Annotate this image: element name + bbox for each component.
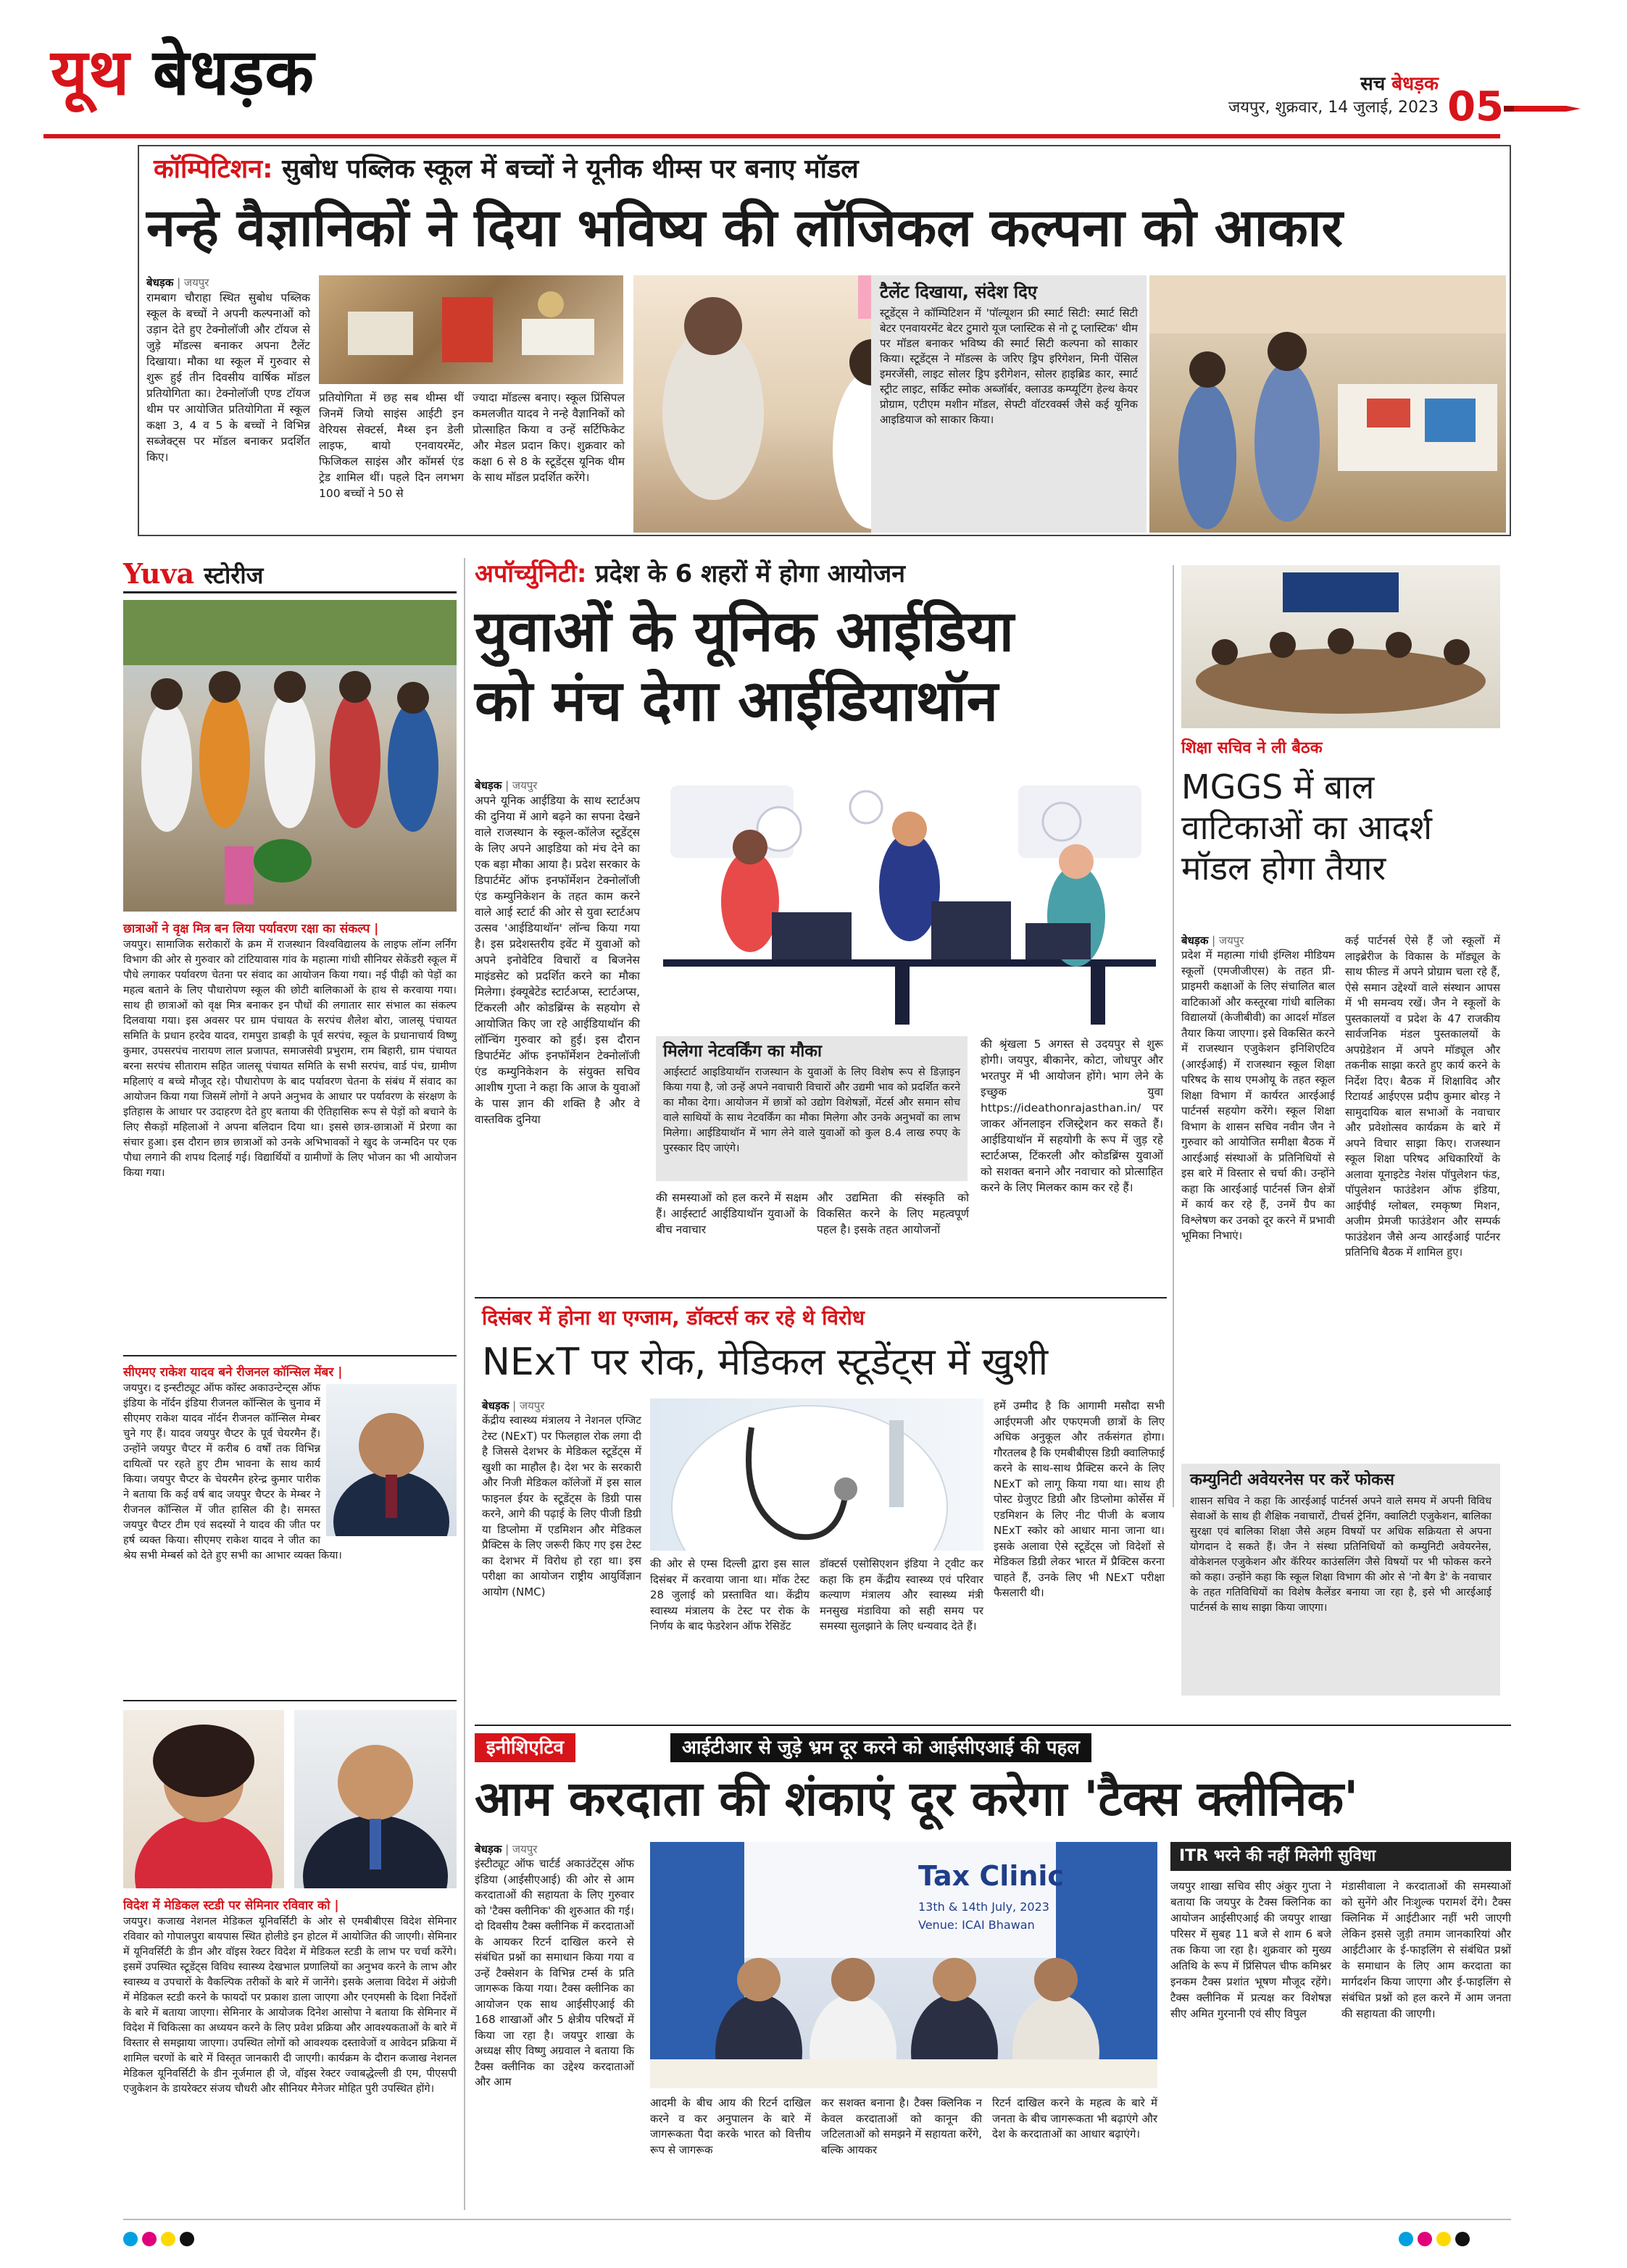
story3-column-1: बेधड़क | जयपुर प्रदेश में महात्मा गांधी इंग्लिश मीडियम स्कूलों (एमजीजीएस) के तहत प्री-प्राइमरी कक्षाओं के लिए संचालित बाल वाटिकाओं और कस्तूरबा गांधी बालिका विद्यालयों (केजीबीवी) का आदर्श मॉडल तैयार किया जाएगा। इसे विकसित करने में राजस्थान एजुकेशन इनिशिएटिव (आरईआई) में राजस्थान स्कूल शिक्षा परिषद के साथ एमओयू के तहत स्कूल शिक्षा विभाग में कार्यरत आरईआई पार्टनर्स सहयोग करेंगे। स्कूल शिक्षा विभाग के शासन सचिव नवीन जैन ने गुरुवार को आयोजित समीक्षा बैठक में आरईआई संस्थाओं के प्रतिनिधियों से इस बारे में विस्तार से चर्चा की। उन्होंने कहा कि आरईआई पार्टनर्स जिन क्षेत्रों में कार्य कर रहे हैं, उनमें ग्रैप का विश्लेषण कर उनको दूर करने में प्रभावी भूमिका निभाएं। <box>1181 934 1335 1242</box>
footer-rule <box>123 2219 1511 2220</box>
photo-review-meeting <box>1181 565 1500 728</box>
story3-kicker: शिक्षा सचिव ने ली बैठक <box>1181 739 1323 757</box>
box-itr-column-2: मंडासीवाला ने करदाताओं की समस्याओं को सुनेंगे और निःशुल्क परामर्श देंगे। टैक्स क्लिनिक में आईटीआर नहीं भरी जाएगी लेकिन इससे जुड़ी तमाम जानकारियां और आईटीआर के ई-फाइलिंग से संबंधित प्रश्नों के समाधान के लिए आम करदाता का मार्गदर्शन किया जाएगा और ई-फाइलिंग से संबंधित प्रश्नों को हल करने में आम जनता की सहायता की जाएगी। <box>1341 1880 1511 2020</box>
box-itr-title: ITR भरने की नहीं मिलेगी सुविधा <box>1170 1842 1511 1871</box>
story-model-competition <box>138 145 1511 536</box>
photo-seminar-woman <box>123 1710 284 1888</box>
story2-column-3: और उद्यमिता की संस्कृति को विकसित करने के लिए महत्वपूर्ण पहल है। इसके तहत आयोजनों <box>817 1191 969 1236</box>
yuva-story-b-body: जयपुर। द इन्स्टीट्यूट ऑफ कॉस्ट अकाउन्टेन्ट्स ऑफ इंडिया के नॉर्दन इंडिया रीजनल कॉन्सिल के चुनाव में सीएमए राकेश यादव नॉर्दन रीजनल कॉन्सिल मेम्बर चुने गए हैं। यादव जयपुर चैप्टर के पूर्व चेयरमैन हैं। उन्होंने जयपुर चैप्टर में करीब 6 वर्षों तक विभिन्न दायित्वों पर रहते हुए टीम भावना के साथ कार्य किया। जयपुर चैप्टर के चेयरमैन हरेन्द्र कुमार पारीक ने बताया कि कई वर्ष बाद जयपुर चैप्टर के मेम्बर ने रीजनल कॉन्सिल में जीत हासिल की है। समस्त जयपुर चैप्टर टीम एवं सदस्यों ने यादव की जीत पर हर्ष व्यक्त किया। सीएमए राकेश यादव ने जीत का श्रेय सभी मेम्बर्स को देते हुए सभी का आभार व्यक्त किया। <box>123 1383 342 1562</box>
yuva-story-b <box>123 1364 457 1564</box>
story1-column-2: प्रतियोगिता में छह सब थीम्स थीं जिनमें जियो साइंस आईटी इन वेरियस सेक्टर्स, मैथ्स इन डेली लाइफ, बायो एनवायरमेंट, फिजिकल साइंस और कॉमर्स एंड ट्रेड शामिल थीं। पहले दिन लगभग 100 बच्चों ने 50 से <box>319 391 464 500</box>
masthead-dateline: जयपुर, शुक्रवार, 14 जुलाई, 2023 <box>1228 99 1439 117</box>
story-next-exam <box>475 1297 1167 1703</box>
box-talent <box>871 275 1147 533</box>
story1-column-1: बेधड़क | जयपुर रामबाग चौराहा स्थित सुबोध पब्लिक स्कूल के बच्चों ने अपनी कल्पनाओं को उड़ान देते हुए टेक्नोलॉजी और टॉयज से जुड़े मॉडल्स बनाकर अपना टैलेंट दिखाया। मौका था स्कूल में गुरुवार से शुरू हुई तीन दिवसीय वार्षिक मॉडल प्रतियोगिता का। टेक्नोलॉजी एण्ड टॉयज थीम पर आयोजित प्रतियोगिता में स्कूल कक्षा 3, 4 व 5 के बच्चों ने विभिन्न सब्जेक्ट्स पर मॉडल बनाकर प्रदर्शित किए। <box>146 276 310 464</box>
photo-rakesh-yadav <box>326 1384 457 1536</box>
yuva-story-c <box>123 1897 457 2097</box>
yuva-story-a-head: छात्राओं ने वृक्ष मित्र बन लिया पर्यावरण रक्षा का संकल्प | <box>123 922 379 936</box>
box-networking-title: मिलेगा नेटवर्किंग का मौका <box>663 1042 822 1061</box>
photo-seminar-man <box>294 1710 457 1888</box>
pen-icon <box>1504 101 1584 116</box>
story3-column-2: कई पार्टनर्स ऐसे हैं जो स्कूलों में लाइब्रेरीज के विकास के मॉड्यूल के साथ फील्ड में अपने प्रोग्राम चला रहे हैं, ऐसे समान उद्देश्यों वाले संस्थान आपस में भी समन्वय रखें। जैन ने स्कूलों के पुस्तकालयों व प्रदेश के 47 राजकीय सार्वजनिक मंडल पुस्तकालयों के अपग्रेडेशन में अपने मॉड्यूल और तकनीक साझा करते हुए कार्य करने के निर्देश दिए। बैठक में शिक्षाविद और रिटायर्ड आईएएस प्रदीप कुमार बोरड़ ने सामुदायिक बाल सभाओं के नवाचार और प्रवेशोत्सव कार्यक्रम के बारे में अपने विचार साझा किए। राजस्थान स्कूल शिक्षा परिषद अधिकारियों के अलावा यूनाइटेड नेशंस पॉपुलेशन फंड, पॉपुलेशन फाउंडेशन ऑफ इंडिया, आईपीई ग्लोबल, रमकृष्ण मिशन, अजीम प्रेमजी फाउंडेशन और सम्पर्क फाउंडेशन जैसे अन्य आरईआई पार्टनर प्रतिनिधि बैठक में शामिल हुए। <box>1345 934 1500 1259</box>
story5-kicker-rest: आईटीआर से जुड़े भ्रम दूर करने को आईसीएआई की पहल <box>670 1733 1091 1762</box>
story2-headline: युवाओं के यूनिक आईडिया को मंच देगा आईडियाथॉन <box>475 599 1014 734</box>
illustration-team-laptops <box>656 778 1163 1032</box>
story2-column-2: की समस्याओं को हल करने में सक्षम हैं। आईस्टार्ट आईडियाथॉन युवाओं के बीच नवाचार <box>656 1191 808 1236</box>
box-itr-column-1: जयपुर शाखा सचिव सीए अंकुर गुप्ता ने बताया कि जयपुर के टैक्स क्लिनिक का आयोजन आईसीएआई की जयपुर शाखा परिसर में सुबह 11 बजे से शाम 6 बजे तक किया जा रहा है। शुक्रवार को मुख्य अतिथि के रूप में प्रिंसिपल चीफ कमिश्नर इनकम टैक्स प्रशांत भूषण मौजूद रहेंगे। टैक्स क्लीनिक में प्रत्यक्ष कर विशेषज्ञ सीए अमित गुरनानी एवं सीए विपुल <box>1170 1880 1331 2020</box>
photo-doctor-stethoscope <box>650 1398 983 1551</box>
box-community-title: कम्युनिटी अवेयरनेस पर करें फोकस <box>1190 1471 1394 1489</box>
yuva-stories <box>123 558 457 2210</box>
yuva-story-c-body: जयपुर। कजाख नेशनल मेडिकल यूनिवर्सिटी के ओर से एमबीबीएस विदेश सेमिनार रविवार को गोपालपुरा बायपास स्थित होलीडे इन होटल में आयोजित की जाएगी। सेमिनार में यूनिवर्सिटी के डीन और वॉइस रेक्टर विदेश में मेडिकल स्टडी के लाभ पर चर्चा करेंगे। इसमें उपस्थित स्टूडेंट्स विविध स्वास्थ्य देखभाल प्रणालियों का अनुभव करने के लाभ और स्वास्थ्य व उपचारों के वैकल्पिक तरीकों के बारे में जानेंगे। इसके अलावा विदेश में अंग्रेजी में मेडिकल स्टडी करने के फायदों पर प्रकाश डाला जाएगा और एनएमसी के दिशा निर्देशों के बारे में बताया जाएगा। सेमिनार के आयोजक दिनेश आसोपा ने बताया कि सेमिनार में विदेश में चिकित्सा का अध्ययन करने के लिए प्रवेश प्रक्रिया और आवश्यकताओं के बारे में विस्तार से समझाया जाएगा। उपस्थित लोगों को आवश्यक दस्तावेजों व आवेदन प्रक्रिया में शामिल चरणों के बारे में विस्तृत जानकारी दी जाएगी। कार्यक्रम के दौरान कजाख नेशनल मेडिकल यूनिवर्सिटी के डीन नूर्जमाल ही जे, वॉइस रेक्टर ज्वाबद्धेल्ली डी एम, पीएसपी एजुकेशन के डायरेक्टर संजय चौधरी और सीनियर मैनेजर मोहित पुरी उपस्थित होंगे। <box>123 1916 457 2095</box>
story2-kicker: अपॉर्च्युनिटी: प्रदेश के 6 शहरों में होगा आयोजन <box>475 559 906 588</box>
story4-column-2: की ओर से एम्स दिल्ली द्वारा इस साल दिसंबर में करवाया जाना था। मॉक टेस्ट 28 जुलाई को प्रस्तावित था। केंद्रीय स्वास्थ्य मंत्रालय के टेस्ट पर रोक के निर्णय के बाद फेडरेशन ऑफ रेसिडेंट <box>650 1557 810 1633</box>
story5-column-2: आदमी के बीच आय की रिटर्न दाखिल करने व कर अनुपालन के बारे में जागरूकता पैदा करके भारत को वित्तीय रूप से जागरूक <box>650 2096 811 2156</box>
photo-tree-plantation <box>123 600 457 912</box>
box-networking-body: आईस्टार्ट आइडियाथॉन राजस्थान के युवाओं के लिए विशेष रूप से डिज़ाइन किया गया है, जो उन्हें अपने नवाचारी विचारों और उद्यमी भाव को प्रदर्शित करने का मौका देगा। आयोजन में छात्रों को उद्योग विशेषज्ञों, मेंटर्स और समान सोच वाले साथियों के साथ नेटवर्किंग का मौका मिलेगा और उनके अनुभवों का लाभ मिलेगा। आईडियाथॉन में भाग लेने वाले युवाओं को कुल 8.4 लाख रुपए के पुरस्कार दिए जाएंगे। <box>663 1067 960 1154</box>
story3-headline: MGGS में बाल वाटिकाओं का आदर्श मॉडल होगा तैयार <box>1181 767 1433 888</box>
story4-kicker: दिसंबर में होना था एग्जाम, डॉक्टर्स कर रहे थे विरोध <box>482 1306 865 1330</box>
yuva-story-b-head: सीएमए राकेश यादव बने रीजनल कॉन्सिल मेंबर | <box>123 1365 343 1380</box>
story-tax-clinic <box>475 1725 1511 2203</box>
box-community-awareness <box>1181 1464 1500 1696</box>
box-talent-body: स्टूडेंट्स ने कॉम्पिटिशन में 'पॉल्यूशन फ्री स्मार्ट सिटी: स्मार्ट सिटी बेटर एनवायरमेंट बेटर टुमारो यूज प्लास्टिक से नो टू प्लास्टिक' थीम पर मॉडल बनाकर भविष्य की स्मार्ट सिटी कल्पना को साकार किया। स्टूडेंट्स ने मॉडल्स के जरिए ड्रिप इरिगेशन, मिनी पेंसिल इमरजेंसी, लाइट सोलर ड्रिप इरीगेशन, सोलर हाइब्रिड कार, स्मार्ट स्ट्रीट लाइट, सर्किट स्मोक अब्जॉर्बर, क्लाउड कम्प्यूटिंग हेल्थ केयर प्रोग्राम, एटीएम मशीन मॉडल, सेफ्टी वॉटरवर्क्स जैसे कई यूनिक आइडियाज को साकार किया। <box>880 307 1138 426</box>
logo-bedhadak: बेधड़क <box>152 35 315 109</box>
photo-tax-clinic-event <box>650 1842 1157 2088</box>
story4-column-4: हमें उम्मीद है कि आगामी मसौदा सभी आईएमजी और एफएमजी छात्रों के लिए अधिक अनुकूल और तर्कसंगत होगा। गौरतलब है कि एमबीबीएस डिग्री क्वालिफाई करने के साथ-साथ प्रैक्टिस करने के लिए NExT को लागू किया गया था। साथ ही पोस्ट ग्रेजुएट डिग्री और डिप्लोमा कोर्सेस में एडमिशन के लिए नीट पीजी के बजाय NExT स्कोर को आधार माना जाना था। इसके अलावा ऐसे स्टूडेंट्स जो विदेशों से मेडिकल डिग्री लेकर भारत में प्रैक्टिस करना चाहते हैं, उनके लिए भी NExT परीक्षा फैसलारी थी। <box>994 1399 1165 1599</box>
story2-column-1: बेधड़क | जयपुर अपने यूनिक आईडिया के साथ स्टार्टअप की दुनिया में आगे बढ़ने का सपना देखने वाले राजस्थान के स्कूल-कॉलेज स्टूडेंट्स के लिए अपने आइडिया को मंच देने का एक बड़ा मौका आया है। प्रदेश सरकार के डिपार्टमेंट ऑफ इनफॉर्मेशन टेक्नोलॉजी एंड कम्युनिकेशन के तहत काम करने वाले आई स्टार्ट की ओर से युवा स्टार्टअप उत्सव 'आईडियाथॉन' लॉन्च किया गया है। इस प्रदेशस्तरीय इवेंट में युवाओं को अपने इनोवेटिव विचारों व बिजनेस माइंडसेट को प्रदर्शित करने का मौका मिलेगा। इंक्यूबेटेड स्टार्टअप्स, स्टार्टअप्स, टिंकरली और कोडब्रिंग्स के सहयोग से आयोजित किए जा रहे आईडियाथॉन की लॉन्चिंग गुरुवार को हुई। इस दौरान डिपार्टमेंट ऑफ इनफॉर्मेशन टेक्नोलॉजी एंड कम्युनिकेशन के संयुक्त सचिव आशीष गुप्ता ने कहा कि आज के युवाओं के पास ज्ञान की शक्ति है और वे वास्तविक दुनिया <box>475 779 640 1126</box>
masthead-rule <box>43 134 1500 138</box>
story5-kicker-tag: इनीशिएटिव <box>475 1733 575 1762</box>
story1-column-3: ज्यादा मॉडल्स बनाए। स्कूल प्रिंसिपल कमलजीत यादव ने नन्हे वैज्ञानिकों को प्रोत्साहित किया व उन्हें सर्टिफिकेट और मेडल प्रदान किए। शुक्रवार को कक्षा 6 से 8 के स्टूडेंट्स यूनिक थीम के साथ मॉडल प्रदर्शित करेंगे। <box>473 391 625 484</box>
story5-column-1: बेधड़क | जयपुर इंस्टीट्यूट ऑफ चार्टर्ड अकाउंटेंट्स ऑफ इंडिया (आईसीएआई) की ओर से आम करदाताओं की सहायता के लिए गुरुवार को 'टैक्स क्लीनिक' की शुरुआत की गई। दो दिवसीय टैक्स क्लीनिक में करदाताओं के आयकर रिटर्न दाखिल करने से संबंधित प्रश्नों का समाधान किया गया व उन्हें टैक्सेशन के विभिन्न टर्म्स के प्रति जागरूक किया गया। टैक्स क्लीनिक का आयोजन एक साथ आईसीएआई की 168 शाखाओं और 5 क्षेत्रीय परिषदों में किया जा रहा है। जयपुर शाखा के अध्यक्ष सीए विष्णु अग्रवाल ने बताया कि टैक्स क्लीनिक का उद्देश्य करदाताओं और आम <box>475 1843 634 2088</box>
box-talent-title: टैलेंट दिखाया, संदेश दिए <box>880 282 1038 302</box>
yuva-label: Yuva स्टोरीज <box>123 557 264 590</box>
masthead-logo <box>51 36 315 109</box>
story-ideathon <box>475 558 1167 1268</box>
banner-title: Tax Clinic <box>918 1860 1064 1892</box>
banner-dates: 13th & 14th July, 2023 <box>918 1900 1049 1914</box>
story5-headline: आम करदाता की शंकाएं दूर करेगा 'टैक्स क्लीनिक' <box>475 1771 1359 1827</box>
logo-youth: यूथ <box>51 35 130 109</box>
story4-column-1: बेधड़क | जयपुर केंद्रीय स्वास्थ्य मंत्रालय ने नेशनल एग्जिट टेस्ट (NExT) पर फिलहाल रोक लगा दी है जिससे देशभर के मेडिकल स्टूडेंट्स में खुशी का माहौल है। देश भर के सरकारी और निजी मेडिकल कॉलेजों में इस साल फाइनल ईयर के स्टूडेंट्स के डिग्री पास करने, आगे की पढ़ाई के लिए पीजी डिग्री या डिप्लोमा में एडमिशन और मेडिकल प्रैक्टिस के लिए जरूरी किए गए इस टेस्ट का देशभर में विरोध हो रहा था। इस परीक्षा का आयोजन राष्ट्रीय आयुर्विज्ञान आयोग (NMC) <box>482 1399 641 1598</box>
yuva-story-c-head: विदेश में मेडिकल स्टडी पर सेमिनार रविवार को | <box>123 1898 339 1913</box>
story1-headline: नन्हे वैज्ञानिकों ने दिया भविष्य की लॉजिकल कल्पना को आकार <box>146 197 1343 258</box>
story4-headline: NExT पर रोक, मेडिकल स्टूडेंट्स में खुशी <box>482 1341 1049 1384</box>
box-itr <box>1170 1842 1511 2194</box>
color-registration-left <box>123 2232 199 2249</box>
color-registration-right <box>1399 2232 1474 2249</box>
box-community-body: शासन सचिव ने कहा कि आरईआई पार्टनर्स अपने वाले समय में अपनी विविध सेवाओं के साथ ही शैक्षिक नवाचारों, टीचर्स ट्रेनिंग, क्वालिटी एजुकेशन, बालिका सुरक्षा एवं बालिका शिक्षा जैसे अहम विषयों पर अधिक सक्रियता से अपना योगदान दे सकते हैं। जैन ने संस्था प्रतिनिधियों को कम्युनिटी अवेयरनेस, वोकेशनल एजुकेशन और कॅरियर काउंसलिंग जैसे विषयों पर भी फोकस करने को कहा। उन्होंने कहा कि स्कूल शिक्षा विभाग की ओर से 'नो बैग डे' के नवाचार के तहत गतिविधियों का विशेष कैलेंडर बनाया जा रहा है, इसे भी आरईआई पार्टनर्स के साथ साझा किया जाएगा। <box>1190 1496 1491 1614</box>
yuva-story-a-body: जयपुर। सामाजिक सरोकारों के क्रम में राजस्थान विश्वविद्यालय के लाइफ लॉन्ग लर्निंग विभाग की ओर से गुरुवार को टांटियावास गांव के महात्मा गांधी सीनियर सेकेंडरी स्कूल में पौधे लगाकर पर्यावरण चेतना पर संवाद का आयोजन किया गया। नई पीढ़ी को पेड़ों का महत्व बताने के लिए पौधारोपण स्कूल की छोटी बालिकाओं के हाथ से करवाया गया। साथ ही छात्राओं को वृक्ष मित्र बनाकर इन पौधों की लगातार सार संभाल का संकल्प दिलवाया गया। इस अवसर पर ग्राम पंचायत के सरपंच शैलेश बोरा, जालसू पंचायत समिति के प्रधान हरदेव यादव, रामपुरा डाबड़ी के पूर्व सरपंच, स्कूल के प्रधानाचार्य विष्णु कुमार, उपसरपंच नारायण लाल प्रजापत, समाजसेवी प्रभुराम, राम बिहारी, ग्राम पंचायत बरना सरपंच सीताराम सहित जालसू पंचायत समिति के सभी सरपंच, वार्ड पंच, ग्रामीण महिलाएं व बच्चे मौजूद रहे। पौधारोपण के बाद पर्यावरण चेतना के संबंध में संवाद का आयोजन किया गया जिसमें लोगों ने अपने अनुभव के आधार पर पर्यावरण के संरक्षण के इतिहास के आधार पर उदाहरण देते हुए बताया की ऐतिहासिक रूप से पेड़ों को बचाने के लिए सैकड़ों महिलाओं ने अपना बलिदान दिया था। इससे छात्र-छात्राओं में प्रेरणा का संचार हुआ। इस दौरान छात्र छात्राओं को उनके अभिभावकों ने खुद के जन्मदिन पर एक पौधा लगाने की शपथ दिलाई गई। विद्यार्थियों व ग्रामीणों के लिए भोजन का भी आयोजन किया गया। <box>123 939 457 1179</box>
masthead <box>43 29 1584 145</box>
photo-classroom-models <box>319 275 623 384</box>
story2-column-4: की श्रृंखला 5 अगस्त से उदयपुर से शुरू होगी। जयपुर, बीकानेर, कोटा, जोधपुर और भरतपुर में भी आयोजन होंगे। भाग लेने के इच्छुक युवा https://ideathonrajasthan.in/ पर जाकर ऑनलाइन रजिस्ट्रेशन कर सकते हैं। आईडियाथॉन में सहयोगी के रूप में जुड़ रहे स्टार्टअप्स, टिंकरली और कोडब्रिंग्स युवाओं को सशक्त बनाने और नवाचार को प्रोत्साहित करने के लिए मिलकर काम कर रहे हैं। <box>981 1038 1163 1194</box>
yuva-story-a <box>123 920 457 1181</box>
box-networking <box>656 1036 968 1181</box>
photo-students-exhibition <box>1149 275 1506 533</box>
story1-kicker: कॉम्पिटिशन: सुबोध पब्लिक स्कूल में बच्चों ने यूनीक थीम्स पर बनाए मॉडल <box>154 154 859 184</box>
story-mggs <box>1181 565 1500 1812</box>
story4-column-3: डॉक्टर्स एसोसिएशन इंडिया ने ट्वीट कर कहा कि हम केंद्रीय स्वास्थ्य एवं परिवार कल्याण मंत्रालय और स्वास्थ्य मंत्री मनसुख मंडाविया को सही समय पर समस्या सुलझाने के लिए धन्यवाद देते हैं। <box>820 1557 983 1633</box>
page-number: 05 <box>1447 83 1504 130</box>
story5-column-4: रिटर्न दाखिल करने के महत्व के बारे में जनता के बीच जागरूकता भी बढ़ाएंगे और देश के करदाताओं का आधार बढ़ाएंगे। <box>992 2096 1157 2140</box>
banner-venue: Venue: ICAI Bhawan <box>918 1918 1035 1932</box>
masthead-tagline: सच बेधड़क <box>1360 73 1439 95</box>
story5-column-3: कर सशक्त बनाना है। टैक्स क्लिनिक न केवल करदाताओं को कानून की जटिलताओं को समझने में सहायता करेंगे, बल्कि आयकर <box>821 2096 982 2156</box>
